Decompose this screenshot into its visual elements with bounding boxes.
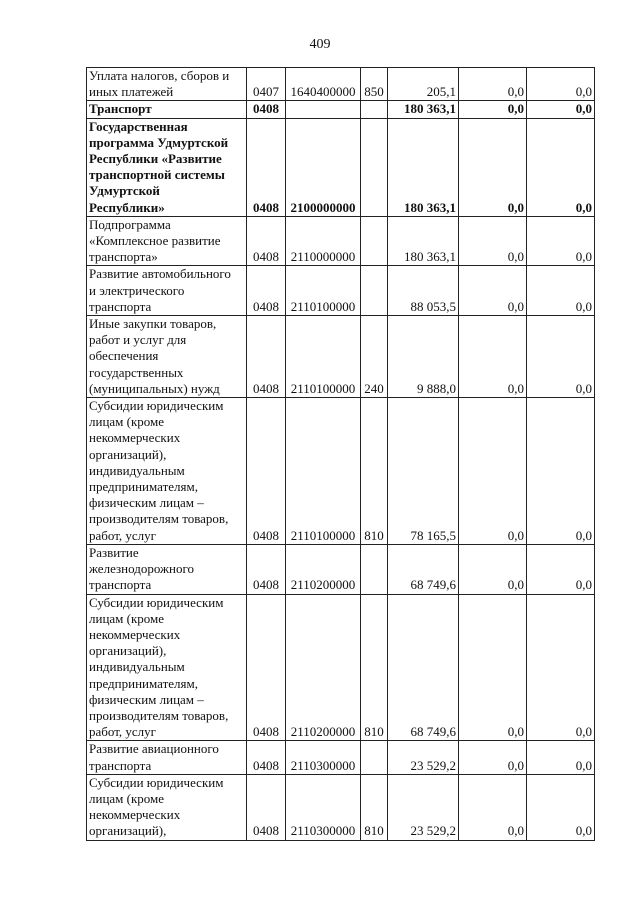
item-name-text: Подпрограмма «Комплексное развитие транспорта» (89, 216, 221, 265)
amount-cell: 23 529,2 (388, 741, 459, 774)
amount-cell: 0,0 (527, 594, 595, 741)
amount-cell: 0,0 (459, 774, 527, 840)
expense-type-cell (361, 216, 388, 266)
item-name-text: Субсидии юридическим лицам (кроме некоммерческих организаций), (89, 774, 224, 839)
amount-cell: 0,0 (527, 774, 595, 840)
table-row (87, 101, 595, 118)
amount-cell: 0,0 (527, 741, 595, 774)
table-row (87, 266, 595, 316)
expense-type-cell: 850 (361, 68, 388, 101)
table-row (87, 216, 595, 266)
expense-type-cell: 810 (361, 774, 388, 840)
amount-cell: 0,0 (459, 101, 527, 118)
amount-cell: 0,0 (527, 266, 595, 316)
item-name-text: Государственная программа Удмуртской Республики «Развитие транспортной системы Удмуртской Республики» (89, 118, 229, 215)
amount-cell: 0,0 (527, 101, 595, 118)
item-name-cell (87, 68, 247, 101)
table-row (87, 398, 595, 545)
table-row (87, 118, 595, 216)
expense-type-cell (361, 118, 388, 216)
amount-cell: 0,0 (527, 68, 595, 101)
target-article-cell: 2100000000 (286, 118, 361, 216)
expense-type-cell (361, 266, 388, 316)
target-article-cell: 2110000000 (286, 216, 361, 266)
target-article-cell: 2110100000 (286, 398, 361, 545)
item-name-text: Развитие железнодорожного транспорта (89, 544, 194, 593)
amount-cell: 0,0 (459, 68, 527, 101)
amount-cell: 68 749,6 (388, 594, 459, 741)
expense-type-cell: 810 (361, 594, 388, 741)
target-article-cell: 2110300000 (286, 774, 361, 840)
table-row (87, 774, 595, 840)
amount-cell: 180 363,1 (388, 101, 459, 118)
item-name-cell (87, 266, 247, 316)
page-number: 409 (309, 37, 331, 52)
item-name-cell (87, 544, 247, 594)
amount-cell: 0,0 (527, 544, 595, 594)
amount-cell: 0,0 (459, 316, 527, 398)
amount-cell: 0,0 (459, 398, 527, 545)
amount-cell: 0,0 (459, 216, 527, 266)
amount-cell: 88 053,5 (388, 266, 459, 316)
item-name-text: Уплата налогов, сборов и иных платежей (89, 68, 230, 100)
section-code-cell: 0408 (247, 774, 286, 840)
item-name-cell (87, 774, 247, 840)
section-code-cell: 0408 (247, 741, 286, 774)
table-row (87, 594, 595, 741)
amount-cell: 0,0 (459, 544, 527, 594)
target-article-cell: 2110200000 (286, 594, 361, 741)
amount-cell: 78 165,5 (388, 398, 459, 545)
amount-cell: 23 529,2 (388, 774, 459, 840)
item-name-cell (87, 741, 247, 774)
amount-cell: 0,0 (459, 118, 527, 216)
item-name-cell (87, 216, 247, 266)
item-name-text: Субсидии юридическим лицам (кроме некоммерческих организаций), индивидуальным предпринимателям, физическим лицам – производителям товаров, работ, услуг (89, 594, 229, 740)
amount-cell: 180 363,1 (388, 216, 459, 266)
amount-cell: 0,0 (459, 594, 527, 741)
section-code-cell: 0408 (247, 101, 286, 118)
expense-type-cell (361, 741, 388, 774)
amount-cell: 205,1 (388, 68, 459, 101)
table-row (87, 544, 595, 594)
table-body (87, 68, 595, 841)
section-code-cell: 0408 (247, 216, 286, 266)
expense-type-cell: 810 (361, 398, 388, 545)
item-name-cell (87, 118, 247, 216)
amount-cell: 0,0 (527, 118, 595, 216)
item-name-cell (87, 398, 247, 545)
amount-cell: 0,0 (459, 741, 527, 774)
amount-cell: 0,0 (527, 216, 595, 266)
target-article-cell: 2110200000 (286, 544, 361, 594)
section-code-cell: 0408 (247, 544, 286, 594)
item-name-text: Субсидии юридическим лицам (кроме некоммерческих организаций), индивидуальным предпринимателям, физическим лицам – производителям товаров, работ, услуг (89, 398, 229, 543)
amount-cell: 0,0 (527, 398, 595, 545)
amount-cell: 68 749,6 (388, 544, 459, 594)
target-article-cell: 2110100000 (286, 316, 361, 398)
item-name-text: Транспорт (89, 101, 152, 117)
section-code-cell: 0408 (247, 266, 286, 316)
amount-cell: 180 363,1 (388, 118, 459, 216)
item-name-cell (87, 594, 247, 741)
table-row (87, 316, 595, 398)
amount-cell: 9 888,0 (388, 316, 459, 398)
section-code-cell: 0408 (247, 398, 286, 545)
amount-cell: 0,0 (459, 266, 527, 316)
section-code-cell: 0407 (247, 68, 286, 101)
target-article-cell: 2110300000 (286, 741, 361, 774)
expense-type-cell: 240 (361, 316, 388, 398)
section-code-cell: 0408 (247, 594, 286, 741)
item-name-cell (87, 101, 247, 118)
expense-type-cell (361, 101, 388, 118)
table-row (87, 741, 595, 774)
target-article-cell: 2110100000 (286, 266, 361, 316)
item-name-cell (87, 316, 247, 398)
item-name-text: Иные закупки товаров, работ и услуг для обеспечения государственных (муниципальных) нужд (89, 316, 220, 396)
expense-type-cell (361, 544, 388, 594)
section-code-cell: 0408 (247, 316, 286, 398)
target-article-cell: 1640400000 (286, 68, 361, 101)
item-name-text: Развитие автомобильного и электрического транспорта (89, 266, 231, 314)
table-row (87, 68, 595, 101)
amount-cell: 0,0 (527, 316, 595, 398)
section-code-cell: 0408 (247, 118, 286, 216)
budget-table (86, 67, 595, 841)
target-article-cell (286, 101, 361, 118)
item-name-text: Развитие авиационного транспорта (89, 741, 219, 773)
